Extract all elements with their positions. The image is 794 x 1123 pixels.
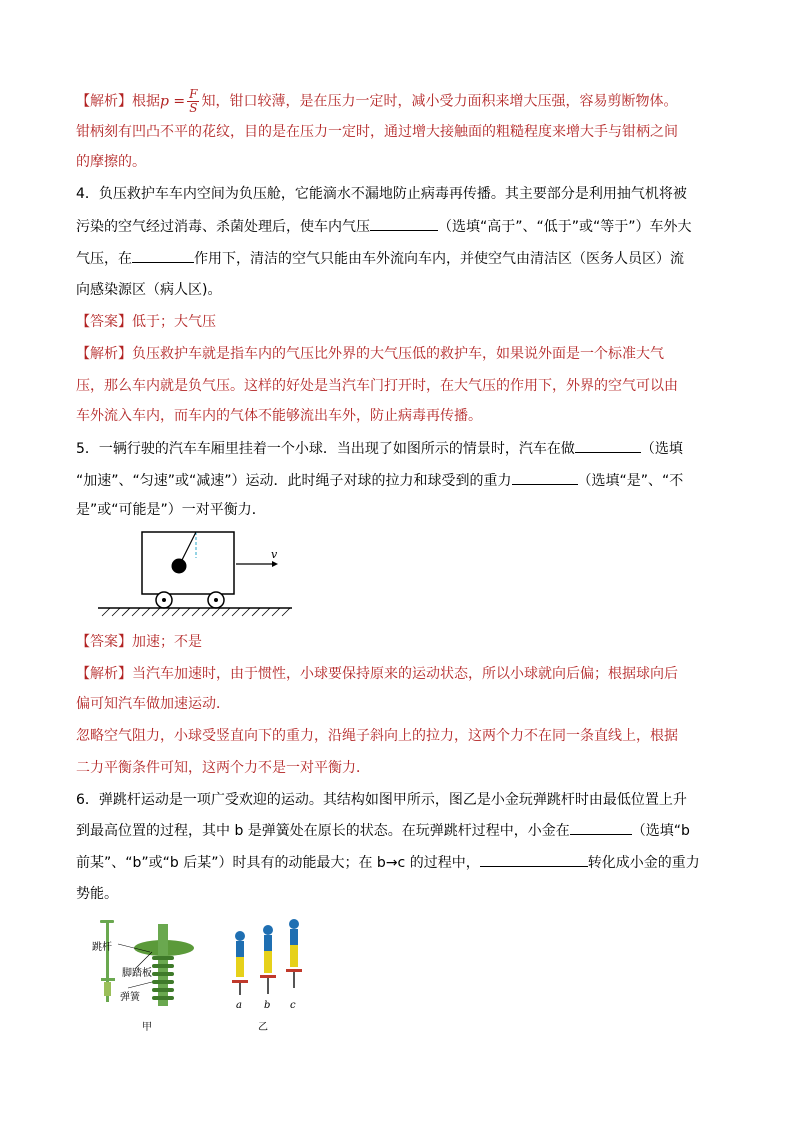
wheel-axle <box>214 598 218 602</box>
answer-tag: 【答案】 <box>76 634 132 650</box>
analysis-text: 根据 <box>132 93 160 110</box>
ground-hatching <box>102 608 290 616</box>
label-pedal: 脚踏板 <box>122 968 152 979</box>
formula-numerator: F <box>189 87 198 101</box>
q6-text: 到最高位置的过程，其中 b 是弹簧处在原长的状态。在玩弹跳杆过程中，小金在 <box>76 823 570 839</box>
pedal-small <box>101 978 115 981</box>
q5-text: “加速”、“匀速”或“减速”）运动．此时绳子对球的拉力和球受到的重力 <box>76 473 512 489</box>
pressure-formula-fraction <box>187 88 199 115</box>
q4-line-4: 向感染源区（病人区)。 <box>76 282 222 298</box>
analysis-tag: 【解析】 <box>76 93 132 110</box>
q5-answer-blank-2[interactable] <box>512 470 578 485</box>
label-a: a <box>236 1000 242 1011</box>
q5-analysis-line-4: 二力平衡条件可知，这两个力不是一对平衡力． <box>76 760 370 776</box>
q5-line-2 <box>76 470 683 491</box>
q5-text: （选填“是”、“不 <box>577 473 684 489</box>
q6-answer-blank-1[interactable] <box>570 820 632 835</box>
q4-analysis-line-3: 车外流入车内，而车内的气体不能够流出车外，防止病毒再传播。 <box>76 408 482 424</box>
analysis-text: 负压救护车就是指车内的气压比外界的大气压低的救护车，如果说外面是一个标准大气 <box>132 346 664 362</box>
velocity-label: v <box>271 548 278 561</box>
q5-line-3: 是”或“可能是”）一对平衡力． <box>76 502 266 518</box>
analysis-tag: 【解析】 <box>76 666 132 682</box>
q4-text: 污染的空气经过消毒、杀菌处理后，使车内气压 <box>76 219 370 235</box>
label-b: b <box>264 1000 271 1011</box>
jumper-sequence <box>222 912 312 998</box>
label-spring: 弹簧 <box>120 992 140 1003</box>
analysis-text: 知，钳口较薄，是在压力一定时，减小受力面积来增大压强，容易剪断物体。 <box>201 93 678 110</box>
answer-text: 加速；不是 <box>132 634 202 650</box>
pogo-stick-drawing <box>92 912 212 1016</box>
q4-line-3 <box>76 248 684 269</box>
q6-text: 前某”、“b”或“b 后某”）时具有的动能最大；在 b→c 的过程中， <box>76 855 480 871</box>
q4-answer-blank-1[interactable] <box>370 216 438 231</box>
analysis-text: 当汽车加速时，由于惯性，小球要保持原来的运动状态，所以小球就向后偏；根据球向后 <box>132 666 678 682</box>
q5-text: 5．一辆行驶的汽车车厢里挂着一个小球．当出现了如图所示的情景时，汽车在做 <box>76 441 575 457</box>
q4-line-2 <box>76 216 692 237</box>
q6-line-3 <box>76 852 700 873</box>
answer-tag: 【答案】 <box>76 314 132 330</box>
jumper-a <box>232 931 248 995</box>
q4-text: 作用下，清洁的空气只能由车外流向车内，并使空气由清洁区（医务人员区）流 <box>194 251 684 267</box>
q5-text: （选填 <box>640 441 683 457</box>
q5-answer-line <box>76 632 202 652</box>
q4-analysis-line-2: 压，那么车内就是负气压。这样的好处是当汽车门打开时，在大气压的作用下，外界的空气可以由 <box>76 378 678 394</box>
formula-lhs: p = <box>160 93 186 110</box>
jumper-c <box>286 919 302 988</box>
formula-denominator: S <box>189 101 198 115</box>
spring-small <box>104 982 111 996</box>
q4-line-1: 4．负压救护车车内空间为负压舱，它能滴水不漏地防止病毒再传播。其主要部分是利用抽气机将被 <box>76 186 687 202</box>
q6-line-1: 6．弹跳杆运动是一项广受欢迎的运动。其结构如图甲所示，图乙是小金玩弹跳杆时由最低位置上升 <box>76 792 687 808</box>
q4-text: （选填“高于”、“低于”或“等于”）车外大 <box>438 219 692 235</box>
wheel-axle <box>162 598 166 602</box>
pogo-structure-figure <box>92 912 212 1032</box>
car-pendulum-figure <box>96 528 306 618</box>
q4-text: 气压，在 <box>76 251 132 267</box>
q6-answer-blank-2[interactable] <box>480 852 588 867</box>
analysis-tag: 【解析】 <box>76 346 132 362</box>
jumper-b <box>260 925 276 994</box>
q6-line-4: 势能。 <box>76 886 118 902</box>
car-body <box>142 532 234 594</box>
q4-answer-blank-2[interactable] <box>132 248 194 263</box>
q5-line-1 <box>76 438 683 459</box>
q6-text: 转化成小金的重力 <box>587 855 700 871</box>
q5-answer-blank-1[interactable] <box>575 438 641 453</box>
velocity-arrow-head <box>272 561 278 567</box>
ball <box>172 559 187 574</box>
rope <box>180 532 196 564</box>
caption-jia: 甲 <box>142 1022 152 1033</box>
q6-line-2 <box>76 820 690 841</box>
label-pole: 跳杆 <box>92 942 112 953</box>
answer-text: 低于；大气压 <box>132 314 216 330</box>
q3-analysis-line-2: 钳柄刻有凹凸不平的花纹，目的是在压力一定时，通过增大接触面的粗糙程度来增大手与钳柄之间 <box>76 124 678 140</box>
q4-analysis-line-1 <box>76 344 664 364</box>
q3-analysis-line-3: 的摩擦的。 <box>76 154 146 170</box>
q4-answer-line <box>76 312 216 332</box>
q5-analysis-line-2: 偏可知汽车做加速运动． <box>76 696 230 712</box>
label-c: c <box>290 1000 296 1011</box>
pogo-motion-figure <box>222 912 312 1032</box>
q3-analysis-line-1 <box>76 88 677 115</box>
q5-analysis-line-1 <box>76 664 678 684</box>
caption-yi: 乙 <box>258 1022 268 1033</box>
q5-analysis-line-3: 忽略空气阻力，小球受竖直向下的重力，沿绳子斜向上的拉力，这两个力不在同一条直线上，根据 <box>76 728 678 744</box>
q6-text: （选填“b <box>631 823 690 839</box>
